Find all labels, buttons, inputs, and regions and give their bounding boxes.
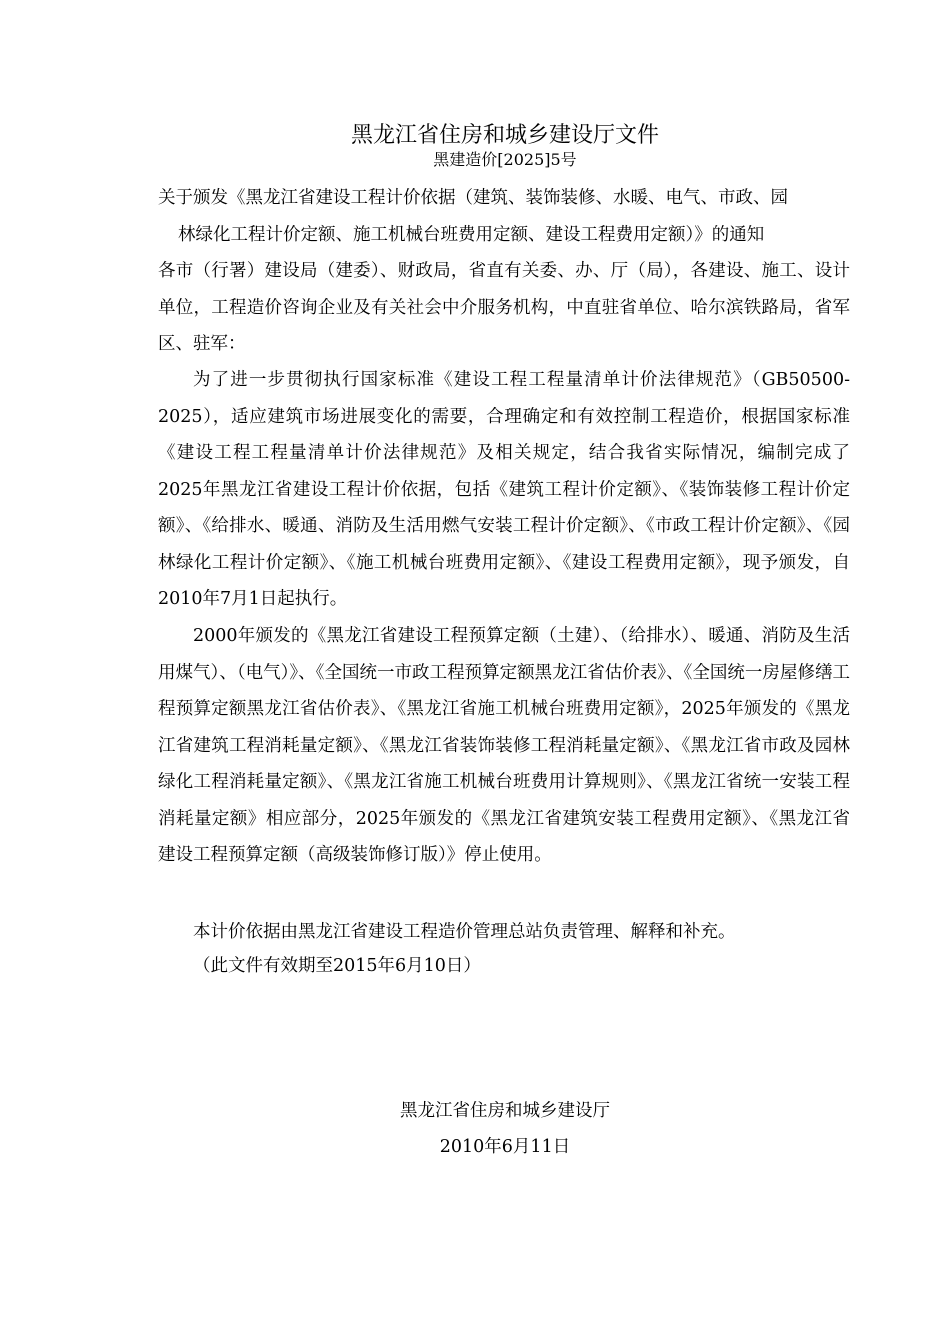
- body-paragraph-3: 本计价依据由黑龙江省建设工程造价管理总站负责管理、解释和补充。: [193, 922, 736, 942]
- body-paragraph-2: 2000年颁发的《黑龙江省建设工程预算定额（土建）、（给排水）、暖通、消防及生活用煤气）、（电气）》、《全国统一市政工程预算定额黑龙江省估价表》、《全国统一房屋修缮工程预算定额黑龙江省估价表》、《黑龙江省施工机械台班费用定额》，2025年颁发的《黑龙江省建筑工程消耗量定额》、《黑龙江省装饰装修工程消耗量定额》、《黑龙江省市政及园林绿化工程消耗量定额》、《黑龙江省施工机械台班费用计算规则》、《黑龙江省统一安装工程消耗量定额》相应部分，2025年颁发的《黑龙江省建筑安装工程费用定额》、《黑龙江省建设工程预算定额（高级装饰修订版）》停止使用。: [158, 626, 850, 865]
- subject-line-2: 林绿化工程计价定额、施工机械台班费用定额、建设工程费用定额）》的通知: [178, 224, 765, 245]
- recipients-paragraph: 各市（行署）建设局（建委）、财政局，省直有关委、办、厅（局），各建设、施工、设计单位，工程造价咨询企业及有关社会中介服务机构，中直驻省单位、哈尔滨铁路局，省军区、驻军：: [158, 261, 850, 354]
- document-number: 黑建造价[2025]5号: [433, 150, 577, 169]
- validity-note: （此文件有效期至2015年6月10日）: [193, 956, 481, 976]
- document-subject: [158, 180, 850, 253]
- signature-organization: 黑龙江省住房和城乡建设厅: [400, 1101, 610, 1121]
- subject-line-1: 关于颁发《黑龙江省建设工程计价依据（建筑、装饰装修、水暖、电气、市政、园: [158, 188, 788, 208]
- document-title: 黑龙江省住房和城乡建设厅文件: [350, 123, 659, 148]
- signature-date: 2010年6月11日: [439, 1137, 571, 1157]
- body-paragraph-1: 为了进一步贯彻执行国家标准《建设工程工程量清单计价法律规范》（GB50500-2025），适应建筑市场进展变化的需要，合理确定和有效控制工程造价，根据国家标准《建设工程工程量清单计价法律规范》及相关规定，结合我省实际情况，编制完成了2025年黑龙江省建设工程计价依据，包括《建筑工程计价定额》、《装饰装修工程计价定额》、《给排水、暖通、消防及生活用燃气安装工程计价定额》、《市政工程计价定额》、《园林绿化工程计价定额》、《施工机械台班费用定额》、《建设工程费用定额》，现予颁发，自2010年7月1日起执行。: [158, 370, 850, 609]
